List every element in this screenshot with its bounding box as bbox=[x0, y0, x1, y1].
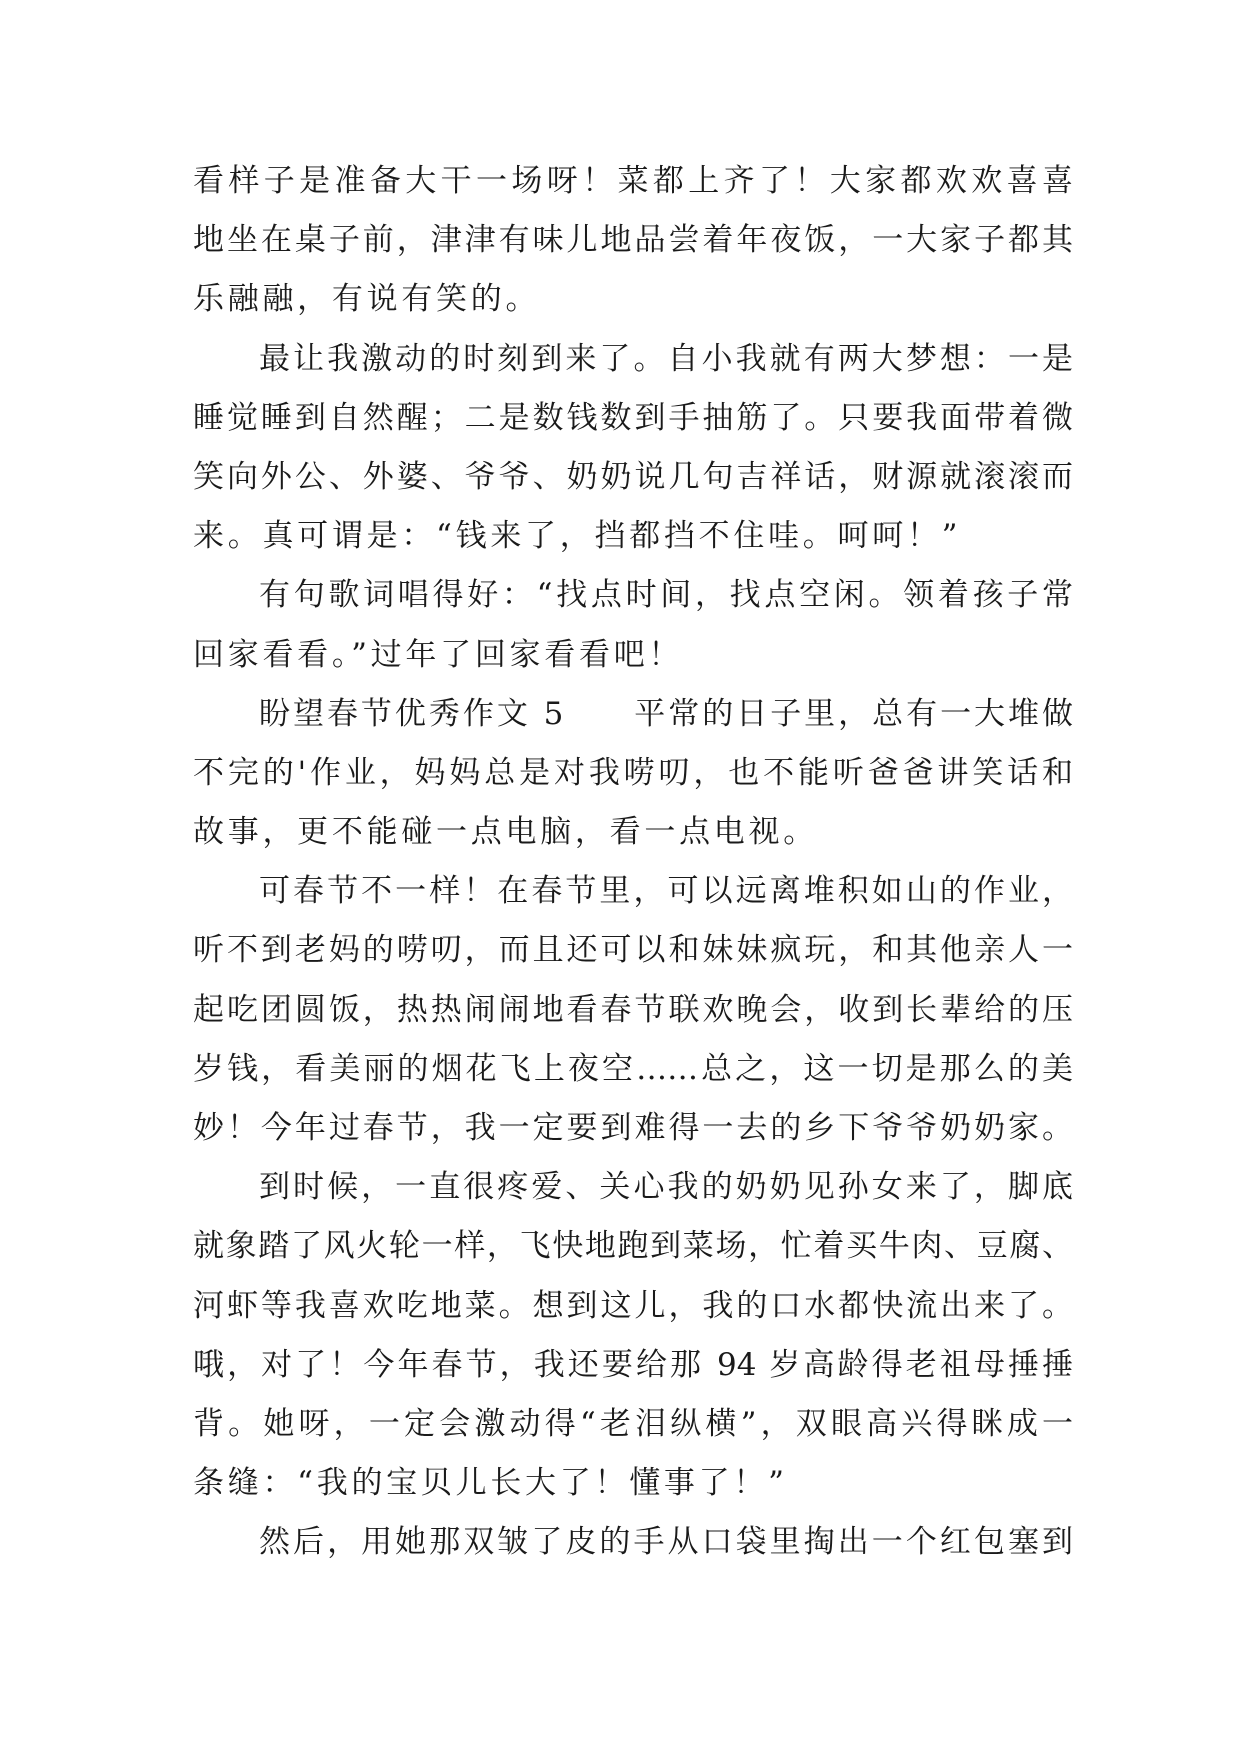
text-line-3: 乐融融，有说有笑的。 bbox=[193, 281, 541, 318]
text-line-6: 笑向外公、外婆、爷爷、奶奶说几句吉祥话，财源就滚滚而 bbox=[193, 458, 1073, 495]
text-line-21: 哦，对了！今年春节，我还要给那 94 岁高龄得老祖母捶捶 bbox=[193, 1346, 1073, 1383]
text-line-7: 来。真可谓是：“钱来了，挡都挡不住哇。呵呵！” bbox=[193, 518, 962, 555]
text-line-23: 条缝：“我的宝贝儿长大了！懂事了！” bbox=[193, 1465, 788, 1502]
text-line-2: 地坐在桌子前，津津有味儿地品尝着年夜饭，一大家子都其 bbox=[193, 222, 1073, 259]
text-line-9: 回家看看。”过年了回家看看吧！ bbox=[193, 636, 684, 673]
text-line-13: 可春节不一样！在春节里，可以远离堆积如山的作业， bbox=[259, 873, 1073, 910]
text-line-12: 故事，更不能碰一点电脑，看一点电视。 bbox=[193, 814, 818, 851]
text-line-17: 妙！今年过春节，我一定要到难得一去的乡下爷爷奶奶家。 bbox=[193, 1110, 1073, 1146]
text-line-14: 听不到老妈的唠叨，而且还可以和妹妹疯玩，和其他亲人一 bbox=[193, 932, 1073, 969]
text-line-4: 最让我激动的时刻到来了。自小我就有两大梦想：一是 bbox=[259, 340, 1073, 377]
document-body bbox=[193, 152, 1073, 1573]
text-line-10: 盼望春节优秀作文 5 平常的日子里，总有一大堆做 bbox=[259, 695, 1073, 732]
text-line-1: 看样子是准备大干一场呀！菜都上齐了！大家都欢欢喜喜 bbox=[193, 163, 1073, 199]
text-line-20: 河虾等我喜欢吃地菜。想到这儿，我的口水都快流出来了。 bbox=[193, 1287, 1073, 1324]
text-line-8: 有句歌词唱得好：“找点时间，找点空闲。领着孩子常 bbox=[259, 577, 1073, 614]
text-line-19: 就象踏了风火轮一样，飞快地跑到菜场，忙着买牛肉、豆腐、 bbox=[193, 1228, 1073, 1265]
text-line-18: 到时候，一直很疼爱、关心我的奶奶见孙女来了，脚底 bbox=[259, 1169, 1073, 1206]
text-line-24: 然后，用她那双皱了皮的手从口袋里掏出一个红包塞到 bbox=[259, 1524, 1073, 1561]
text-line-16: 岁钱，看美丽的烟花飞上夜空……总之，这一切是那么的美 bbox=[193, 1050, 1073, 1087]
text-line-11: 不完的'作业，妈妈总是对我唠叨，也不能听爸爸讲笑话和 bbox=[193, 754, 1073, 791]
text-line-22: 背。她呀，一定会激动得“老泪纵横”，双眼高兴得眯成一 bbox=[193, 1405, 1073, 1442]
text-line-15: 起吃团圆饭，热热闹闹地看春节联欢晚会，收到长辈给的压 bbox=[193, 991, 1073, 1028]
text-line-5: 睡觉睡到自然醒；二是数钱数到手抽筋了。只要我面带着微 bbox=[193, 399, 1073, 436]
